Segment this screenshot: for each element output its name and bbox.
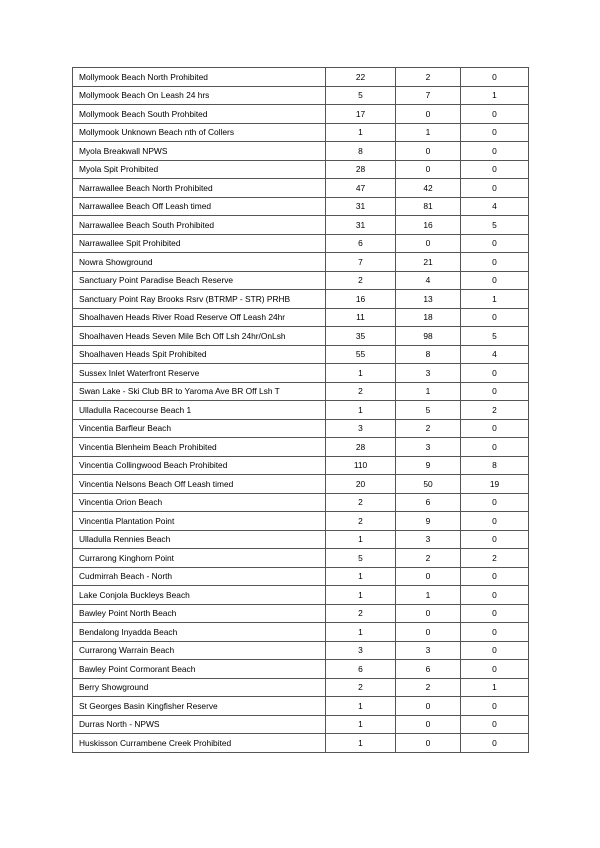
location-cell: Currarong Warrain Beach: [73, 641, 326, 660]
count-cell-3: 1: [461, 678, 529, 697]
table-row: [73, 197, 529, 216]
count-cell-2: 13: [396, 290, 461, 309]
table-row: [73, 530, 529, 549]
count-cell-1: 2: [326, 271, 396, 290]
count-cell-3: 0: [461, 715, 529, 734]
location-cell: Mollymook Beach North Prohibited: [73, 68, 326, 87]
table-row: [73, 234, 529, 253]
count-cell-1: 1: [326, 530, 396, 549]
count-cell-1: 3: [326, 419, 396, 438]
count-cell-2: 16: [396, 216, 461, 235]
count-cell-1: 1: [326, 123, 396, 142]
location-cell: Bawley Point Cormorant Beach: [73, 660, 326, 679]
table-row: [73, 123, 529, 142]
location-cell: Vincentia Collingwood Beach Prohibited: [73, 456, 326, 475]
count-cell-1: 2: [326, 512, 396, 531]
location-cell: Huskisson Currambene Creek Prohibited: [73, 734, 326, 753]
location-cell: Durras North - NPWS: [73, 715, 326, 734]
count-cell-1: 17: [326, 105, 396, 124]
count-cell-2: 0: [396, 142, 461, 161]
count-cell-3: 0: [461, 512, 529, 531]
count-cell-2: 0: [396, 623, 461, 642]
location-cell: Berry Showground: [73, 678, 326, 697]
count-cell-2: 2: [396, 419, 461, 438]
count-cell-3: 0: [461, 623, 529, 642]
location-cell: Ulladulla Rennies Beach: [73, 530, 326, 549]
count-cell-2: 0: [396, 567, 461, 586]
location-cell: Shoalhaven Heads River Road Reserve Off Leash 24hr: [73, 308, 326, 327]
table-row: [73, 715, 529, 734]
count-cell-2: 3: [396, 364, 461, 383]
beach-data-table: [72, 67, 529, 753]
count-cell-3: 0: [461, 604, 529, 623]
count-cell-1: 1: [326, 567, 396, 586]
count-cell-1: 1: [326, 586, 396, 605]
count-cell-2: 1: [396, 382, 461, 401]
table-row: [73, 271, 529, 290]
count-cell-3: 0: [461, 308, 529, 327]
location-cell: Narrawallee Spit Prohibited: [73, 234, 326, 253]
location-cell: Myola Spit Prohibited: [73, 160, 326, 179]
location-cell: Vincentia Nelsons Beach Off Leash timed: [73, 475, 326, 494]
table-row: [73, 401, 529, 420]
count-cell-1: 28: [326, 160, 396, 179]
count-cell-1: 2: [326, 604, 396, 623]
location-cell: Myola Breakwall NPWS: [73, 142, 326, 161]
count-cell-3: 0: [461, 697, 529, 716]
location-cell: Sanctuary Point Ray Brooks Rsrv (BTRMP - STR) PRHB: [73, 290, 326, 309]
table-row: [73, 678, 529, 697]
table-row: [73, 216, 529, 235]
location-cell: Vincentia Blenheim Beach Prohibited: [73, 438, 326, 457]
count-cell-3: 2: [461, 401, 529, 420]
count-cell-3: 0: [461, 567, 529, 586]
table-row: [73, 660, 529, 679]
count-cell-3: 1: [461, 86, 529, 105]
count-cell-2: 2: [396, 549, 461, 568]
count-cell-3: 0: [461, 123, 529, 142]
table-row: [73, 641, 529, 660]
count-cell-2: 18: [396, 308, 461, 327]
table-row: [73, 586, 529, 605]
count-cell-3: 0: [461, 419, 529, 438]
count-cell-3: 0: [461, 179, 529, 198]
count-cell-1: 110: [326, 456, 396, 475]
count-cell-2: 1: [396, 586, 461, 605]
count-cell-2: 0: [396, 234, 461, 253]
count-cell-3: 5: [461, 216, 529, 235]
table-row: [73, 456, 529, 475]
table-row: [73, 308, 529, 327]
table-row: [73, 567, 529, 586]
location-cell: Bawley Point North Beach: [73, 604, 326, 623]
table-row: [73, 475, 529, 494]
count-cell-3: 0: [461, 142, 529, 161]
count-cell-1: 6: [326, 234, 396, 253]
count-cell-2: 9: [396, 456, 461, 475]
location-cell: Mollymook Beach South Prohbited: [73, 105, 326, 124]
count-cell-1: 22: [326, 68, 396, 87]
table-row: [73, 253, 529, 272]
count-cell-1: 16: [326, 290, 396, 309]
location-cell: Shoalhaven Heads Spit Prohibited: [73, 345, 326, 364]
count-cell-2: 9: [396, 512, 461, 531]
count-cell-2: 0: [396, 604, 461, 623]
count-cell-1: 1: [326, 715, 396, 734]
table-row: [73, 179, 529, 198]
count-cell-3: 4: [461, 197, 529, 216]
count-cell-3: 0: [461, 493, 529, 512]
table-row: [73, 290, 529, 309]
count-cell-1: 5: [326, 549, 396, 568]
count-cell-1: 31: [326, 216, 396, 235]
count-cell-1: 3: [326, 641, 396, 660]
count-cell-2: 2: [396, 678, 461, 697]
count-cell-3: 0: [461, 253, 529, 272]
count-cell-2: 8: [396, 345, 461, 364]
location-cell: Narrawallee Beach Off Leash timed: [73, 197, 326, 216]
count-cell-2: 3: [396, 438, 461, 457]
location-cell: Nowra Showground: [73, 253, 326, 272]
count-cell-2: 0: [396, 160, 461, 179]
count-cell-1: 31: [326, 197, 396, 216]
count-cell-3: 4: [461, 345, 529, 364]
table-row: [73, 419, 529, 438]
count-cell-1: 7: [326, 253, 396, 272]
count-cell-2: 98: [396, 327, 461, 346]
table-row: [73, 86, 529, 105]
count-cell-2: 2: [396, 68, 461, 87]
count-cell-1: 1: [326, 623, 396, 642]
table-row: [73, 382, 529, 401]
count-cell-2: 81: [396, 197, 461, 216]
table-row: [73, 327, 529, 346]
count-cell-1: 47: [326, 179, 396, 198]
count-cell-2: 42: [396, 179, 461, 198]
count-cell-3: 0: [461, 68, 529, 87]
count-cell-1: 11: [326, 308, 396, 327]
table-row: [73, 345, 529, 364]
table-body: [73, 68, 529, 753]
count-cell-3: 0: [461, 382, 529, 401]
count-cell-1: 5: [326, 86, 396, 105]
count-cell-3: 1: [461, 290, 529, 309]
location-cell: Bendalong Inyadda Beach: [73, 623, 326, 642]
table-row: [73, 105, 529, 124]
count-cell-3: 0: [461, 105, 529, 124]
location-cell: Sanctuary Point Paradise Beach Reserve: [73, 271, 326, 290]
count-cell-1: 2: [326, 493, 396, 512]
count-cell-2: 0: [396, 697, 461, 716]
location-cell: Vincentia Barfleur Beach: [73, 419, 326, 438]
location-cell: Narrawallee Beach North Prohibited: [73, 179, 326, 198]
table-row: [73, 697, 529, 716]
location-cell: Vincentia Orion Beach: [73, 493, 326, 512]
count-cell-3: 0: [461, 234, 529, 253]
count-cell-2: 3: [396, 530, 461, 549]
table-row: [73, 493, 529, 512]
location-cell: Lake Conjola Buckleys Beach: [73, 586, 326, 605]
location-cell: Vincentia Plantation Point: [73, 512, 326, 531]
count-cell-2: 1: [396, 123, 461, 142]
count-cell-3: 0: [461, 586, 529, 605]
count-cell-2: 3: [396, 641, 461, 660]
count-cell-2: 0: [396, 734, 461, 753]
count-cell-3: 19: [461, 475, 529, 494]
count-cell-2: 6: [396, 660, 461, 679]
location-cell: St Georges Basin Kingfisher Reserve: [73, 697, 326, 716]
count-cell-1: 2: [326, 382, 396, 401]
count-cell-2: 0: [396, 105, 461, 124]
table-row: [73, 734, 529, 753]
count-cell-2: 50: [396, 475, 461, 494]
location-cell: Ulladulla Racecourse Beach 1: [73, 401, 326, 420]
count-cell-2: 5: [396, 401, 461, 420]
count-cell-3: 0: [461, 530, 529, 549]
count-cell-3: 0: [461, 364, 529, 383]
table-row: [73, 142, 529, 161]
count-cell-3: 0: [461, 160, 529, 179]
count-cell-3: 8: [461, 456, 529, 475]
count-cell-2: 21: [396, 253, 461, 272]
count-cell-1: 8: [326, 142, 396, 161]
table-row: [73, 364, 529, 383]
table-row: [73, 68, 529, 87]
count-cell-3: 0: [461, 660, 529, 679]
location-cell: Currarong Kinghorn Point: [73, 549, 326, 568]
location-cell: Cudmirrah Beach - North: [73, 567, 326, 586]
count-cell-2: 7: [396, 86, 461, 105]
location-cell: Shoalhaven Heads Seven Mile Bch Off Lsh 24hr/OnLsh: [73, 327, 326, 346]
count-cell-1: 1: [326, 401, 396, 420]
count-cell-3: 0: [461, 734, 529, 753]
count-cell-1: 1: [326, 364, 396, 383]
table-row: [73, 604, 529, 623]
location-cell: Mollymook Unknown Beach nth of Collers: [73, 123, 326, 142]
table-row: [73, 438, 529, 457]
count-cell-3: 0: [461, 641, 529, 660]
count-cell-3: 0: [461, 271, 529, 290]
location-cell: Narrawallee Beach South Prohibited: [73, 216, 326, 235]
count-cell-2: 4: [396, 271, 461, 290]
count-cell-1: 20: [326, 475, 396, 494]
count-cell-3: 5: [461, 327, 529, 346]
count-cell-1: 1: [326, 697, 396, 716]
table-row: [73, 623, 529, 642]
table-row: [73, 160, 529, 179]
count-cell-1: 2: [326, 678, 396, 697]
count-cell-2: 0: [396, 715, 461, 734]
count-cell-1: 6: [326, 660, 396, 679]
table-row: [73, 549, 529, 568]
table-row: [73, 512, 529, 531]
count-cell-1: 1: [326, 734, 396, 753]
location-cell: Mollymook Beach On Leash 24 hrs: [73, 86, 326, 105]
count-cell-1: 35: [326, 327, 396, 346]
count-cell-1: 55: [326, 345, 396, 364]
location-cell: Sussex Inlet Waterfront Reserve: [73, 364, 326, 383]
count-cell-1: 28: [326, 438, 396, 457]
count-cell-3: 2: [461, 549, 529, 568]
location-cell: Swan Lake - Ski Club BR to Yaroma Ave BR Off Lsh T: [73, 382, 326, 401]
count-cell-3: 0: [461, 438, 529, 457]
count-cell-2: 6: [396, 493, 461, 512]
